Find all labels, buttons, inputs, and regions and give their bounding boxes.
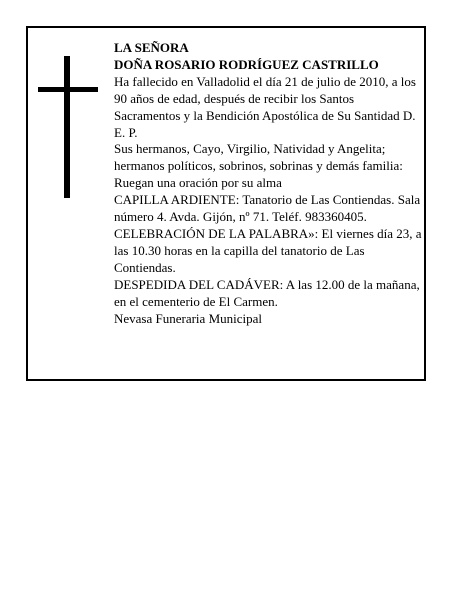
deceased-name: DOÑA ROSARIO RODRÍGUEZ CASTRILLO — [114, 56, 379, 72]
cross-vertical-bar — [64, 56, 70, 198]
celebration-info: CELEBRACIÓN DE LA PALABRA»: El viernes día 23, a las 10.30 horas en la capilla del tanatorio de Las Contiendas. — [114, 225, 422, 275]
notice-title: LA SEÑORA — [114, 40, 189, 55]
funeral-home: Nevasa Funeraria Municipal — [114, 310, 263, 326]
family-list: Sus hermanos, Cayo, Virgilio, Natividad y Angelita; hermanos políticos, sobrinos, sobrinas y demás familia: — [114, 141, 403, 174]
cross-icon — [38, 56, 98, 198]
obituary-notice — [26, 26, 426, 381]
prayer-request: Ruegan una oración por su alma — [114, 175, 282, 191]
notice-text — [114, 40, 422, 327]
cross-horizontal-bar — [38, 87, 98, 92]
chapel-info: CAPILLA ARDIENTE: Tanatorio de Las Contiendas. Sala número 4. Avda. Gijón, nº 71. Teléf. 983360405. — [114, 192, 421, 225]
farewell-info: DESPEDIDA DEL CADÁVER: A las 12.00 de la mañana, en el cementerio de El Carmen. — [114, 276, 420, 309]
death-announcement: Ha fallecido en Valladolid el día 21 de julio de 2010, a los 90 años de edad, después de recibir los Santos Sacramentos y la Bendición Apostólica de Su Santidad D. E. P. — [114, 73, 416, 140]
